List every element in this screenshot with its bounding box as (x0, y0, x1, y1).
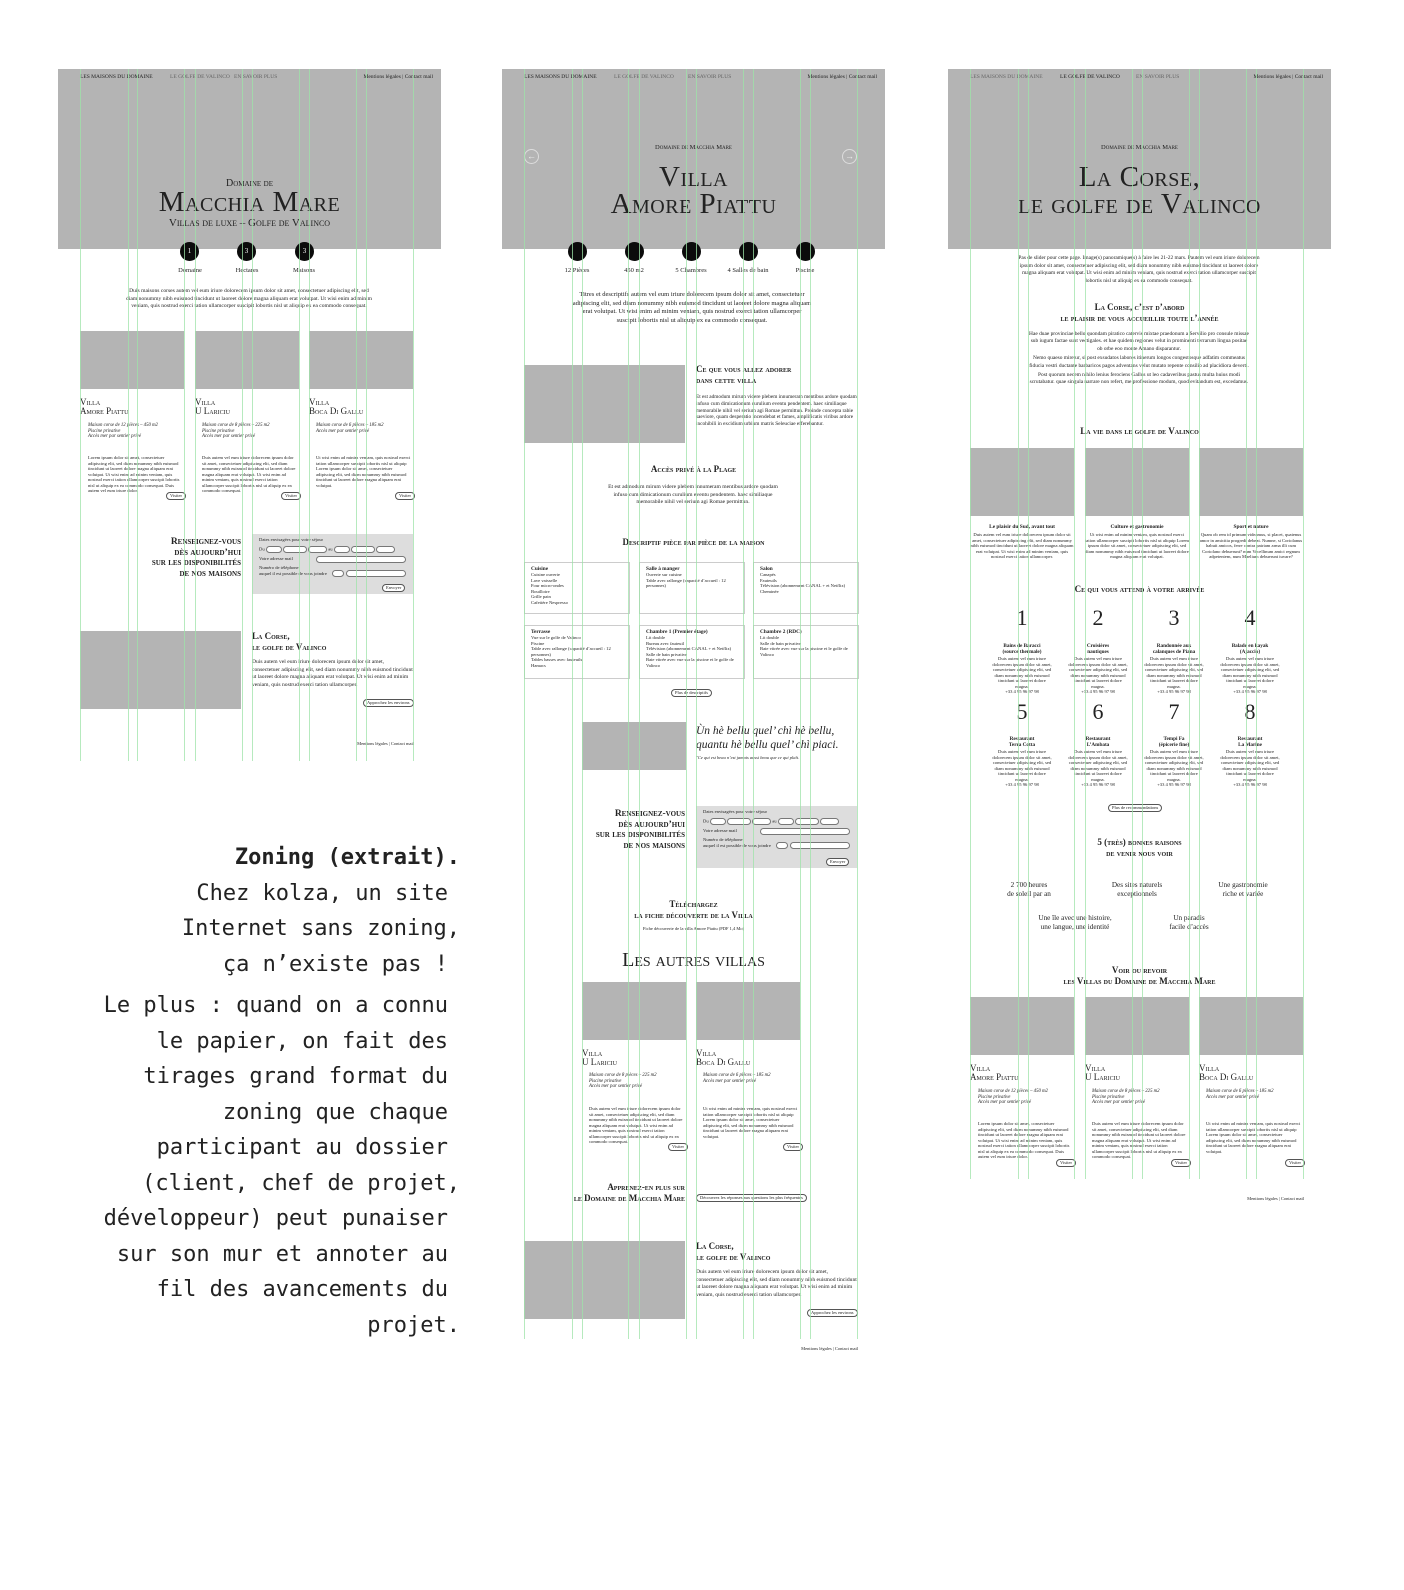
grid-column-guide (413, 69, 414, 761)
quote-translation: "Ce qui est beau n’est jamais aussi beau que ce qui plaît. (696, 755, 800, 760)
reco-text: Duis autem vel eum iriure dolorecem ipsum dolor sit amet, consectetuer adipiscing elit, sed diam nonummy nibh euismod tincidunt ut laoreet dolore magna. +33 4 95 96 97 98 (1220, 749, 1280, 787)
phone-prefix[interactable] (776, 842, 788, 849)
zoning-page-villa (502, 69, 885, 1359)
stat-dot (739, 242, 758, 261)
send-button[interactable]: Envoyer (382, 584, 405, 592)
reco-number: 3 (1168, 605, 1180, 630)
room-card: Salon Canapés Fauteuils Télévision (abonnement CANAL + et Netflix) Cheminée (753, 562, 859, 614)
grid-column-guide (524, 69, 525, 1339)
villa-card-details: Maison corse de 8 pièces – 225 m2 Piscine privative Accès mer par sentier privé (1092, 1089, 1160, 1106)
stat-label: Domaine (178, 267, 202, 274)
caption-para-line: fil des avancements du (156, 1277, 448, 1302)
caption-para-line: (client, chef de projet, (142, 1170, 460, 1196)
visit-button[interactable]: Visiter (395, 492, 415, 500)
villa-card-details: Maison corse de 6 pièces – 185 m2 Accès mer par sentier privé (703, 1073, 771, 1084)
footer-legal[interactable]: Mentions légales | Contact mail (357, 741, 414, 746)
reason-item: 2 700 heures de soleil par an (1007, 881, 1051, 898)
nav-legal[interactable]: Mentions légales | Contact mail (363, 74, 433, 80)
visit-button[interactable]: Visiter (668, 1143, 688, 1151)
grid-column-guide (628, 69, 629, 1339)
reco-number: 1 (1016, 605, 1028, 630)
corse-text: Duis autem vel eum iriure dolorecem ipsum dolor sit amet, consectetuer adipiscing elit, sed diam nonummy nibh euismod tincidunt ut laoreet dolore magna aliquam erat volutpat. Ut wisi enim ad minim veniam, quis nostrud exerci tation ullamcorper. (252, 659, 413, 688)
revoir-heading: Voir ou revoir les Villas du Domaine de Macchia Mare (1063, 965, 1216, 986)
form-phone-label: Numéro de téléphone auquel il est possible de vous joindre (703, 837, 771, 848)
apprenez-heading: Apprenez-en plus sur le Domaine de Macchia Mare (573, 1182, 685, 1203)
grid-column-guide (366, 69, 367, 761)
villa-card-details: Maison corse de 8 pièces – 225 m2 Piscine privative Accès mer par sentier privé (202, 423, 270, 440)
reason-item: Une île avec une histoire, une langue, une identité (1038, 914, 1112, 931)
zoning-page-home (58, 69, 441, 759)
descriptif-heading: Descriptif pièce par pièce de la maison (622, 537, 765, 547)
stat-label: 12 Pièces (564, 267, 590, 274)
stat-dot (568, 242, 587, 261)
year-select[interactable] (820, 818, 839, 825)
visit-button[interactable]: Visiter (166, 492, 186, 500)
vie-heading: La vie dans le golfe de Valinco (1080, 426, 1199, 436)
villa-card-title: Villa Amore Piattu (80, 397, 129, 416)
grid-column-guide (1085, 69, 1086, 1179)
grid-column-guide (309, 69, 310, 761)
top-nav (948, 74, 1331, 86)
email-field[interactable] (316, 556, 406, 563)
day-select[interactable] (266, 546, 282, 553)
renseignez-heading: Renseignez-vous dès aujourd’hui sur les disponibilités de nos maisons (595, 809, 685, 851)
vie-col-title: Sport et nature (1233, 524, 1269, 530)
adorer-image[interactable] (524, 365, 685, 443)
nav-item-golfe[interactable]: LE GOLFE DE VALINCO (614, 74, 674, 80)
availability-form (252, 534, 413, 594)
hero-banner (948, 69, 1331, 249)
reco-title: Randonnée aux calanques de Piana (1152, 643, 1196, 655)
grid-column-guide (743, 69, 744, 1339)
footer-legal[interactable]: Mentions légales | Contact mail (1247, 1196, 1304, 1201)
zoning-caption (60, 840, 460, 1343)
environs-button[interactable]: Approchez les environs (807, 1309, 858, 1317)
nav-item-golfe[interactable]: LE GOLFE DE VALINCO (1060, 74, 1120, 80)
form-dates-label: Dates envisagées pour votre séjour (703, 809, 768, 814)
visit-button[interactable]: Visiter (1171, 1159, 1191, 1167)
day-select[interactable] (334, 546, 350, 553)
phone-prefix[interactable] (332, 570, 344, 577)
villa-image[interactable] (195, 331, 299, 389)
day-select[interactable] (710, 818, 726, 825)
grid-column-guide (686, 69, 687, 1339)
grid-column-guide (970, 69, 971, 1179)
villa-card-title: Villa Boca Di Gallu (696, 1048, 751, 1067)
grid-column-guide (1074, 69, 1075, 1179)
corse-heading: La Corse, le golfe de Valinco (696, 1241, 771, 1262)
villa-image[interactable] (1199, 997, 1303, 1055)
reco-number: 7 (1168, 699, 1180, 724)
reason-item: Un paradis facile d’accès (1169, 914, 1209, 931)
room-card: Chambre 1 (Premier étage) Lit double Bureau avec fauteuil Télévision (abonnement CANAL + et Netflix) Salle de bain privative Baie vitrée avec vue sur la piscine et le golfe de Valinco (639, 625, 745, 679)
telechargez-heading: Téléchargez la fiche découverte de la Villa (634, 899, 753, 920)
reco-number: 4 (1244, 605, 1256, 630)
grid-column-guide (80, 69, 81, 761)
vie-col-text: Ut wisi enim ad minim veniam, quis nostrud exerci tation ullamcorper suscipit lobortis nisl ut aliquip Lorem ipsum dolor sit amet, consectetuer adipiscing elit, sed diam nonummy nibh euismod tincidunt ut laoreet dolore magna aliquam erat volutpat. (1085, 532, 1189, 559)
form-dates-label: Dates envisagées pour votre séjour (259, 537, 324, 542)
reco-title: Restaurant L’Ambata (1085, 736, 1111, 748)
stat-dot: 1 (180, 242, 199, 261)
vie-col-title: Le plaisir du Sud, avant tout (989, 524, 1055, 530)
phone-field[interactable] (790, 842, 850, 849)
villa-card-details: Maison corse de 6 pièces – 185 m2 Accès mer par sentier privé (1206, 1089, 1274, 1100)
grid-column-guide (857, 69, 858, 1339)
reco-title: Bains de Baracci (source thermale) (1002, 643, 1042, 655)
nav-legal[interactable]: Mentions légales | Contact mail (1253, 74, 1323, 80)
more-reco-button[interactable]: Plus de recommandations (1108, 804, 1162, 812)
month-select[interactable] (727, 818, 751, 825)
reco-text: Duis autem vel eum iriure dolorecem ipsum dolor sit amet, consectetuer adipiscing elit, sed diam nonummy nibh euismod tincidunt ut laoreet dolore magna. +33 4 95 96 97 98 (1068, 749, 1128, 787)
villa-card-details: Maison corse de 12 pièces – 450 m2 Piscine privative Accès mer par sentier privé (88, 423, 158, 440)
hero-pretitle: Domaine de (225, 178, 274, 189)
villa-card-details: Maison corse de 8 pièces – 225 m2 Piscine privative Accès mer par sentier privé (589, 1073, 657, 1090)
vie-col-text: Quam ob rem id primum videamus, si placet, quatenus amor in amicitia progredi debeat. Numne, si Coriolanus habuit amicos, ferre contra patriam arma illi cum Coriolano debuerunt? num Vecellinum amici regnum adpetentem, num Maelium debuerunt iuvare? (1199, 532, 1303, 559)
villa-card-text: Ut wisi enim ad minim veniam, quis nostrud exerci tation ullamcorper suscipit lobortis nisl ut aliquip Lorem ipsum dolor sit amet, consectetuer adipiscing elit, sed diam nonummy nibh euismod tincidunt ut laoreet dolore magna aliquam erat volutpat. (316, 455, 411, 488)
nav-item-maisons[interactable]: LES MAISONS DU DOMAINE (970, 74, 1043, 80)
stat-label: 5 Chambres (675, 267, 707, 274)
year-select[interactable] (752, 818, 771, 825)
reco-title: Restaurant La Marine (1237, 736, 1263, 748)
visit-button[interactable]: Visiter (281, 492, 301, 500)
caption-para-line: le papier, on fait des (156, 1028, 448, 1054)
grid-column-guide (1028, 69, 1029, 1179)
stat-label: 4 Salles de bain (727, 267, 769, 274)
nav-item-golfe[interactable]: LE GOLFE DE VALINCO (170, 74, 230, 80)
grid-column-guide (252, 69, 253, 761)
corse-heading: La Corse, le golfe de Valinco (252, 631, 327, 652)
adorer-text: Et est admodum mirum videre plebem innumeram mentibus ardore quodam infuso cum dimicationum curulium eventu pendentem. haec similiaque memorabile nihil vel serium agi Romae permittun. Proinde concepta rabie saeviore, quam desperatio incendebat et fames, amplificatis viribus ardore incohibili in excidium urbium matris Seleuciae efferebantur. (696, 394, 857, 428)
stat-label: 450 m2 (624, 267, 644, 274)
villa-card-details: Maison corse de 6 pièces – 185 m2 Accès mer par sentier privé (316, 423, 384, 434)
hero-pretitle: Domaine de Macchia Mare (1101, 144, 1178, 151)
grid-column-guide (753, 69, 754, 1339)
visit-button[interactable]: Visiter (783, 1143, 803, 1151)
quote-image[interactable] (582, 722, 686, 770)
renseignez-heading: Renseignez-vous dès aujourd’hui sur les disponibilités de nos maisons (151, 537, 241, 579)
grid-column-guide (1246, 69, 1247, 1179)
send-button[interactable]: Envoyer (826, 858, 849, 866)
corse-image[interactable] (524, 1241, 685, 1319)
reco-number: 6 (1092, 699, 1104, 724)
grid-column-guide (299, 69, 300, 761)
adorer-heading: Ce que vous allez adorer dans cette villa (696, 364, 792, 385)
villa-card-text: Lorem ipsum dolor sit amet, consectetuer adipiscing elit, sed diam nonummy nibh euismod tincidunt ut laoreet dolore magna aliquam erat volutpat. Ut wisi enim ad minim veniam, quis nostrud exerci tation ullamcorper suscipit lobortis nisl ut aliquip ex ea commodo consequat. Duis autem vel eum iriure dolor. (88, 455, 180, 493)
villa-image[interactable] (696, 982, 800, 1040)
plage-heading: Accès privé à la Plage (650, 464, 737, 474)
vie-col-title: Culture et gastronomie (1110, 524, 1164, 530)
grid-column-guide (582, 69, 583, 1339)
reco-text: Duis autem vel eum iriure dolorecem ipsum dolor sit amet, consectetuer adipiscing elit, sed diam nonummy nibh euismod tincidunt ut laoreet dolore magna. +33 4 95 96 97 98 (1068, 656, 1128, 694)
month-select[interactable] (351, 546, 375, 553)
vie-image[interactable] (970, 448, 1074, 516)
reco-title: Tempi Fa (épicerie fine) (1158, 736, 1190, 748)
grid-column-guide (810, 69, 811, 1339)
stat-dot: 3 (237, 242, 256, 261)
grid-column-guide (800, 69, 801, 1339)
hero-subtitle: Villas de luxe – Golfe de Valinco (168, 217, 331, 229)
top-nav (58, 74, 441, 86)
hero-slider (502, 69, 885, 249)
nav-item-savoir[interactable]: EN SAVOIR PLUS (1136, 74, 1180, 80)
reco-title: Restaurant Terra Cotta (1008, 736, 1036, 748)
slider-next-arrow-icon[interactable]: → (842, 149, 857, 164)
faq-button[interactable]: Découvrez les réponses aux questions les plus fréquentes (696, 1194, 807, 1202)
villa-card-text: Duis autem vel eum iriure dolorecem ipsum dolor sit amet, consectetuer adipiscing elit, sed diam nonummy nibh euismod tincidunt ut laoreet dolore magna aliquam erat volutpat. Ut wisi enim ad minim veniam, quis nostrud exerci tation ullamcorper suscipit lobortis nisl ut aliquip ex ea commodo consequat. (202, 455, 296, 493)
reason-item: Des sites naturels exceptionnels (1111, 881, 1163, 898)
caption-para-line: Le plus : quand on a connu (103, 993, 448, 1018)
room-card: Chambre 2 (RDC) Lit double Salle de bain privative Baie vitrée avec vue sur la piscine et le golfe de Valinco (753, 625, 859, 679)
grid-column-guide (639, 69, 640, 1339)
grid-column-guide (1303, 69, 1304, 1179)
more-descriptions-button[interactable]: Plus de descriptifs (671, 689, 712, 697)
grid-column-guide (128, 69, 129, 761)
month-select[interactable] (283, 546, 307, 553)
reco-text: Duis autem vel eum iriure dolorecem ipsum dolor sit amet, consectetuer adipiscing elit, sed diam nonummy nibh euismod tincidunt ut laoreet dolore magna. +33 4 95 96 97 98 (992, 749, 1052, 787)
room-card: Salle à manger Ouverte sur cuisine Table avec rallonge (capacité d’accueil : 12 personnes) (639, 562, 745, 614)
nav-item-savoir[interactable]: EN SAVOIR PLUS (234, 74, 278, 80)
stat-dot (796, 242, 815, 261)
reco-title: Croisières nautiques (1086, 643, 1110, 655)
stat-label: Maisons (292, 267, 316, 274)
form-email-label: Votre adresse mail (703, 828, 737, 833)
day-select[interactable] (778, 818, 794, 825)
grid-column-guide (137, 69, 138, 761)
form-email-label: Votre adresse mail (259, 556, 293, 561)
caption-para-line: développeur) peut punaiser (103, 1206, 448, 1231)
grid-column-guide (1256, 69, 1257, 1179)
hero-title: Villa Amore Piattu (610, 161, 777, 220)
vie-image[interactable] (1199, 448, 1303, 516)
villa-image[interactable] (970, 997, 1074, 1055)
villa-image[interactable] (582, 982, 686, 1040)
villa-image[interactable] (80, 331, 184, 389)
intro-text: Duis maisons corses autem vel eum iriure dolorecem ipsum dolor sit amet, consectetuer adipiscing elit, sed diam nonummy nibh euismod tincidunt ut laoreet dolore magna aliquam erat volutpat. Ut wisi enim ad minim veniam, quis nostrud exerci tation ullamcorper suscipit lobortis nisl ut aliquip ex ea commodo consequat. (126, 288, 372, 309)
caption-para-line: participant au dossier (156, 1135, 448, 1160)
corse-text: Duis autem vel eum iriure dolorecem ipsum dolor sit amet, consectetuer adipiscing elit, sed diam nonummy nibh euismod tincidunt ut laoreet dolore magna aliquam erat volutpat. Ut wisi enim ad minim veniam, quis nostrud exerci tation ullamcorper. (696, 1269, 857, 1298)
reco-text: Duis autem vel eum iriure dolorecem ipsum dolor sit amet, consectetuer adipiscing elit, sed diam nonummy nibh euismod tincidunt ut laoreet dolore magna. +33 4 95 96 97 98 (1144, 656, 1204, 694)
abord-text: Hae duae provinciae bello quondam piratico catervis mixtae praedonum a Servilio pro consule missae sub iugum factae sunt vectigales. et hae quidem regiones velut in prominenti terrarum lingua positae ob orbe eoo monte Amano disparantur. Nemo quaeso miretur, si post exsudatos labores itinerum longos congestosque adfatim commeatus fiducia vestri ductante barbaricos pagos adventans velut mutato repente consilio ad placidiora deverti. Post quorum necem nihilo lenius ferociens Gallus ut leo cadaveribus pastus multa huius modi scrutabatur. quae singula narrare non refert, me professione modum, quod evitandum est, excedamus. (1029, 331, 1249, 386)
availability-form (696, 806, 857, 868)
form-date-row: Du au (259, 546, 395, 553)
reco-text: Duis autem vel eum iriure dolorecem ipsum dolor sit amet, consectetuer adipiscing elit, sed diam nonummy nibh euismod tincidunt ut laoreet dolore magna. +33 4 95 96 97 98 (1144, 749, 1204, 787)
grid-column-guide (696, 69, 697, 1339)
raisons-heading: 5 (très) bonnes raisons de venir nous voir (1097, 837, 1182, 858)
villa-card-title: Villa Boca Di Gallu (309, 397, 364, 416)
villa-card-text: Duis autem vel eum iriure dolorecem ipsum dolor sit amet, consectetuer adipiscing elit, sed diam nonummy nibh euismod tincidunt ut laoreet dolore magna aliquam erat volutpat. Ut wisi enim ad minim veniam, quis nostrud exerci tation ullamcorper suscipit lobortis nisl ut aliquip ex ea commodo consequat. (589, 1106, 683, 1144)
room-card: Cuisine Cuisine ouverte Lave vaisselle Four micro-ondes Bouilloire Grille pain Cafetière Nespresso (524, 562, 630, 614)
caption-para-line: zoning que chaque (222, 1099, 448, 1125)
hero-title: Macchia Mare (158, 186, 341, 218)
grid-column-guide (1199, 69, 1200, 1179)
grid-column-guide (1018, 69, 1019, 1179)
form-phone-label: Numéro de téléphone auquel il est possible de vous joindre (259, 565, 327, 576)
villa-card-text: Ut wisi enim ad minim veniam, quis nostrud exerci tation ullamcorper suscipit lobortis nisl ut aliquip Lorem ipsum dolor sit amet, consectetuer adipiscing elit, sed diam nonummy nibh euismod tincidunt ut laoreet dolore magna aliquam erat volutpat. (1206, 1121, 1301, 1154)
arrivee-heading: Ce qui vous attend à votre arrivée (1074, 584, 1205, 594)
nav-item-maisons[interactable]: LES MAISONS DU DOMAINE (80, 74, 153, 80)
slider-prev-arrow-icon[interactable]: ← (524, 149, 539, 164)
reco-title: Balade en kayak (Ajaccio) (1231, 643, 1269, 655)
hero-title: La Corse, le golfe de Valinco (1018, 161, 1261, 220)
visit-button[interactable]: Visiter (1285, 1159, 1305, 1167)
top-nav (502, 74, 885, 86)
grid-column-guide (1189, 69, 1190, 1179)
environs-button[interactable]: Approchez les environs (363, 699, 414, 707)
autres-villas-heading: Les autres villas (622, 949, 765, 971)
reco-text: Duis autem vel eum iriure dolorecem ipsum dolor sit amet, consectetuer adipiscing elit, sed diam nonummy nibh euismod tincidunt ut laoreet dolore magna. +33 4 95 96 97 98 (1220, 656, 1280, 694)
villa-image[interactable] (309, 331, 413, 389)
villa-card-text: Duis autem vel eum iriure dolorecem ipsum dolor sit amet, consectetuer adipiscing elit, sed diam nonummy nibh euismod tincidunt ut laoreet dolore magna aliquam erat volutpat. Ut wisi enim ad minim veniam, quis nostrud exerci tation ullamcorper suscipit lobortis nisl ut aliquip ex ea commodo consequat. (1092, 1121, 1186, 1159)
intro-text: Titres et descriptifs autem vel eum iriure dolorecem ipsum dolor sit amet, consectetuer adipiscing elit, sed diam nonummy nibh euismod tincidunt ut laoreet dolore magna aliquam erat volutpat. Ut wisi enim ad minim veniam, quis nostrud exerci tation ullamcorper suscipit lobortis nisl ut aliquip ex ea commodo consequat. (572, 291, 812, 325)
footer-legal[interactable]: Mentions légales | Contact mail (801, 1346, 858, 1351)
stat-dot: 3 (295, 242, 314, 261)
caption-line: ça n’existe pas ! (222, 951, 448, 977)
year-select[interactable] (376, 546, 395, 553)
villa-card-title: Villa Boca Di Gallu (1199, 1063, 1254, 1082)
grid-column-guide (1132, 69, 1133, 1179)
vie-col-text: Duis autem vel eum iriure dolorecem ipsum dolor sit amet, consectetuer adipiscing elit, sed diam nonummy nibh euismod tincidunt ut laoreet dolore magna aliquam erat volutpat. Ut wisi enim ad minim veniam, quis nostrud exerci tation ullamcorper. (970, 532, 1074, 559)
reco-text: Duis autem vel eum iriure dolorecem ipsum dolor sit amet, consectetuer adipiscing elit, sed diam nonummy nibh euismod tincidunt ut laoreet dolore magna. +33 4 95 96 97 98 (992, 656, 1052, 694)
stat-dot (682, 242, 701, 261)
nav-item-savoir[interactable]: EN SAVOIR PLUS (688, 74, 732, 80)
stat-label: Hectares (235, 267, 259, 274)
reco-number: 8 (1244, 699, 1256, 724)
villa-card-text: Lorem ipsum dolor sit amet, consectetuer adipiscing elit, sed diam nonummy nibh euismod tincidunt ut laoreet dolore magna aliquam erat volutpat. Ut wisi enim ad minim veniam, quis nostrud exerci tation ullamcorper suscipit lobortis nisl ut aliquip ex ea commodo consequat. Duis autem vel eum iriure dolor. (978, 1121, 1070, 1159)
villa-card-title: Villa U Lariciu (1085, 1063, 1120, 1082)
grid-column-guide (242, 69, 243, 761)
villa-card-details: Maison corse de 12 pièces – 450 m2 Piscine privative Accès mer par sentier privé (978, 1089, 1048, 1106)
room-card: Terrasse Vue sur le golfe de Valinco Piscine Table avec rallonge (capacité d’accueil : 12 personnes) Tables basses avec fauteuils Hamacs (524, 625, 630, 679)
reason-item: Une gastronomie riche et variée (1218, 881, 1268, 898)
grid-column-guide (1142, 69, 1143, 1179)
grid-column-guide (572, 69, 573, 1339)
zoning-page-corse (948, 69, 1331, 1209)
phone-field[interactable] (346, 570, 406, 577)
email-field[interactable] (760, 828, 850, 835)
corsican-quote: Ùn hè bellu quel’ chì hè bellu, quantu hè bellu quel’ chì piaci. (696, 725, 839, 751)
pdf-download-link[interactable]: Fiche découverte de la villa Amore Piattu (PDF 1,4 Mo) (642, 926, 745, 931)
nav-legal[interactable]: Mentions légales | Contact mail (807, 74, 877, 80)
nav-item-maisons[interactable]: LES MAISONS DU DOMAINE (524, 74, 597, 80)
hero-pretitle: Domaine de Macchia Mare (655, 144, 732, 151)
caption-title: Zoning (extrait). (234, 845, 460, 870)
grid-column-guide (184, 69, 185, 761)
grid-column-guide (356, 69, 357, 761)
corse-image[interactable] (80, 631, 241, 709)
caption-line: Internet sans zoning, (181, 916, 460, 941)
vie-image[interactable] (1085, 448, 1189, 516)
caption-para-line: projet. (367, 1312, 460, 1338)
villa-image[interactable] (1085, 997, 1189, 1055)
intro-note: Pas de slider pour cette page. Image(s) panoramique(s) à faire les 21-22 mars. Pautem vel eum iriure dolorecem ipsum dolor sit amet, consectetuer adipiscing elit, sed diam nonummy nibh euismod tincidunt ut laoreet dolore magna aliquam erat volutpat. Ut wisi enim ad minim veniam, quis nostrud exerci tation ullamcorper suscipit lobortis nisl ut aliquip ex ea commodo consequat. (1018, 255, 1260, 284)
villa-card-title: Villa U Lariciu (582, 1048, 617, 1067)
villa-card-title: Villa U Lariciu (195, 397, 230, 416)
form-date-row: Du au (703, 818, 839, 825)
villa-card-title: Villa Amore Piattu (970, 1063, 1019, 1082)
visit-button[interactable]: Visiter (1056, 1159, 1076, 1167)
grid-column-guide (195, 69, 196, 761)
caption-para-line: tirages grand format du (143, 1064, 448, 1089)
month-select[interactable] (795, 818, 819, 825)
reco-number: 5 (1016, 699, 1028, 724)
abord-heading: La Corse, c’est d’abord le plaisir de vous accueillir toute l’année (1060, 302, 1219, 323)
villa-card-text: Ut wisi enim ad minim veniam, quis nostrud exerci tation ullamcorper suscipit lobortis nisl ut aliquip Lorem ipsum dolor sit amet, consectetuer adipiscing elit, sed diam nonummy nibh euismod tincidunt ut laoreet dolore magna aliquam erat volutpat. (703, 1106, 798, 1139)
reco-number: 2 (1092, 605, 1104, 630)
plage-text: Et est admodum mirum videre plebem innumeram mentibus ardore quodam infuso cum dimicationum curulium eventu pendentem. haec similiaque memorabile nihil vel serium agi Romae permittun. (608, 484, 778, 505)
caption-line: Chez kolza, un site (196, 880, 448, 906)
caption-para-line: sur son mur et annoter au (116, 1241, 448, 1267)
year-select[interactable] (308, 546, 327, 553)
stat-label: Piscine (795, 267, 815, 274)
